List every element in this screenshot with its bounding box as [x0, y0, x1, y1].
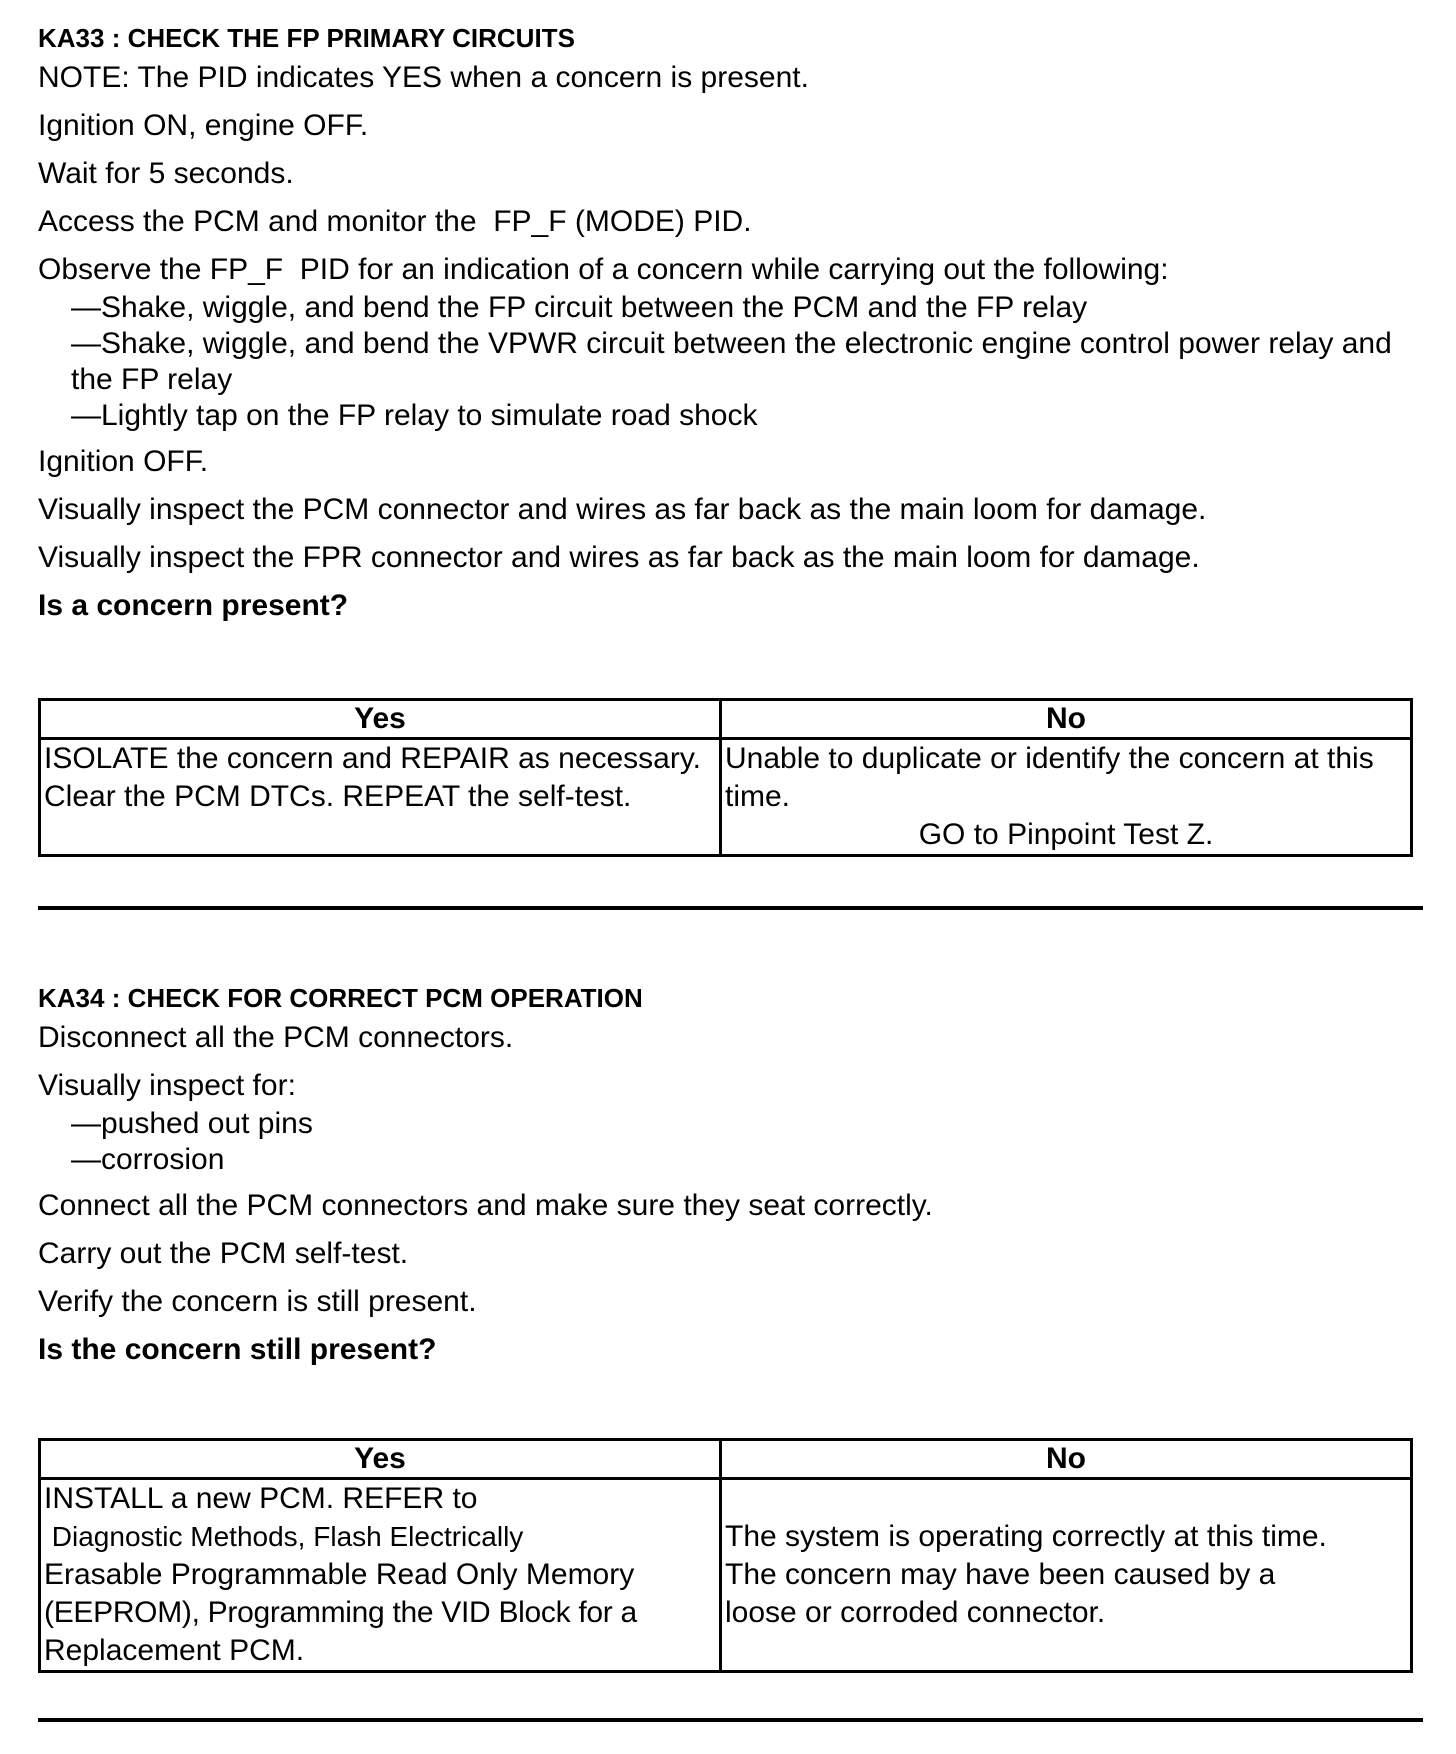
yes-line: ISOLATE the concern and REPAIR as necessary.	[44, 742, 701, 775]
ka33-step-inspect-fpr: Visually inspect the FPR connector and wires as far back as the main loom for damage.	[38, 541, 1200, 574]
table-header-row	[40, 700, 1412, 739]
table-row	[40, 1479, 1412, 1672]
ka33-heading: KA33 : CHECK THE FP PRIMARY CIRCUITS	[38, 23, 575, 53]
ka33-note: NOTE: The PID indicates YES when a concern is present.	[38, 61, 809, 94]
yes-line: (EEPROM), Programming the VID Block for a	[44, 1596, 637, 1629]
no-line: loose or corroded connector.	[725, 1596, 1106, 1629]
no-line: The system is operating correctly at this time.	[725, 1520, 1327, 1553]
no-line: The concern may have been caused by a	[725, 1558, 1276, 1591]
no-header: No	[721, 1440, 1412, 1479]
ka33-step-ignition-off: Ignition OFF.	[38, 445, 209, 478]
ka34-sub-list	[38, 1106, 1423, 1178]
yes-line: Erasable Programmable Read Only Memory	[44, 1558, 635, 1591]
ka33-sub-step-2: —Shake, wiggle, and bend the VPWR circuit between the electronic engine control power relay and the FP relay	[71, 327, 1392, 396]
no-header: No	[721, 700, 1412, 739]
ka34-answer-table	[38, 1438, 1413, 1673]
ka33-answer-table	[38, 698, 1413, 857]
table-header-row	[40, 1440, 1412, 1479]
yes-line: Clear the PCM DTCs. REPEAT the self-test.	[44, 780, 632, 813]
ka34-section	[38, 982, 1423, 1368]
ka34-step-connect: Connect all the PCM connectors and make sure they seat correctly.	[38, 1189, 933, 1222]
yes-header: Yes	[40, 700, 721, 739]
no-cell	[721, 1479, 1412, 1672]
ka33-step-access: Access the PCM and monitor the FP_F (MODE) PID.	[38, 205, 752, 238]
ka34-step-self-test: Carry out the PCM self-test.	[38, 1237, 409, 1270]
ka33-question: Is a concern present?	[38, 589, 349, 622]
section-divider	[38, 1718, 1423, 1722]
no-cell	[721, 739, 1412, 856]
ka34-step-inspect: Visually inspect for:	[38, 1069, 296, 1102]
ka34-heading: KA34 : CHECK FOR CORRECT PCM OPERATION	[38, 983, 643, 1013]
yes-line: Replacement PCM.	[44, 1634, 305, 1667]
section-divider	[38, 906, 1423, 910]
ka33-sub-step-1: —Shake, wiggle, and bend the FP circuit between the PCM and the FP relay	[71, 291, 1088, 324]
yes-line: Diagnostic Methods, Flash Electrically	[44, 1521, 524, 1552]
ka33-section	[38, 22, 1423, 624]
goto-pinpoint-link[interactable]: GO to Pinpoint Test Z.	[918, 818, 1214, 851]
table-row	[40, 739, 1412, 856]
ka34-step-disconnect: Disconnect all the PCM connectors.	[38, 1021, 514, 1054]
yes-cell	[40, 1479, 721, 1672]
ka34-sub-step-1: —pushed out pins	[71, 1107, 313, 1140]
ka33-step-inspect-pcm: Visually inspect the PCM connector and wires as far back as the main loom for damage.	[38, 493, 1207, 526]
yes-line: INSTALL a new PCM. REFER to	[44, 1482, 478, 1515]
ka33-step-wait: Wait for 5 seconds.	[38, 157, 294, 190]
ka33-sub-list	[38, 290, 1423, 434]
yes-cell	[40, 739, 721, 856]
ka33-step-ignition-on: Ignition ON, engine OFF.	[38, 109, 369, 142]
ka33-sub-step-3: —Lightly tap on the FP relay to simulate road shock	[71, 399, 758, 432]
ka34-question: Is the concern still present?	[38, 1333, 437, 1366]
ka34-sub-step-2: —corrosion	[71, 1143, 225, 1176]
yes-header: Yes	[40, 1440, 721, 1479]
no-line: Unable to duplicate or identify the concern at this time.	[725, 742, 1374, 813]
ka33-step-observe: Observe the FP_F PID for an indication of a concern while carrying out the following:	[38, 253, 1169, 286]
ka34-step-verify: Verify the concern is still present.	[38, 1285, 477, 1318]
